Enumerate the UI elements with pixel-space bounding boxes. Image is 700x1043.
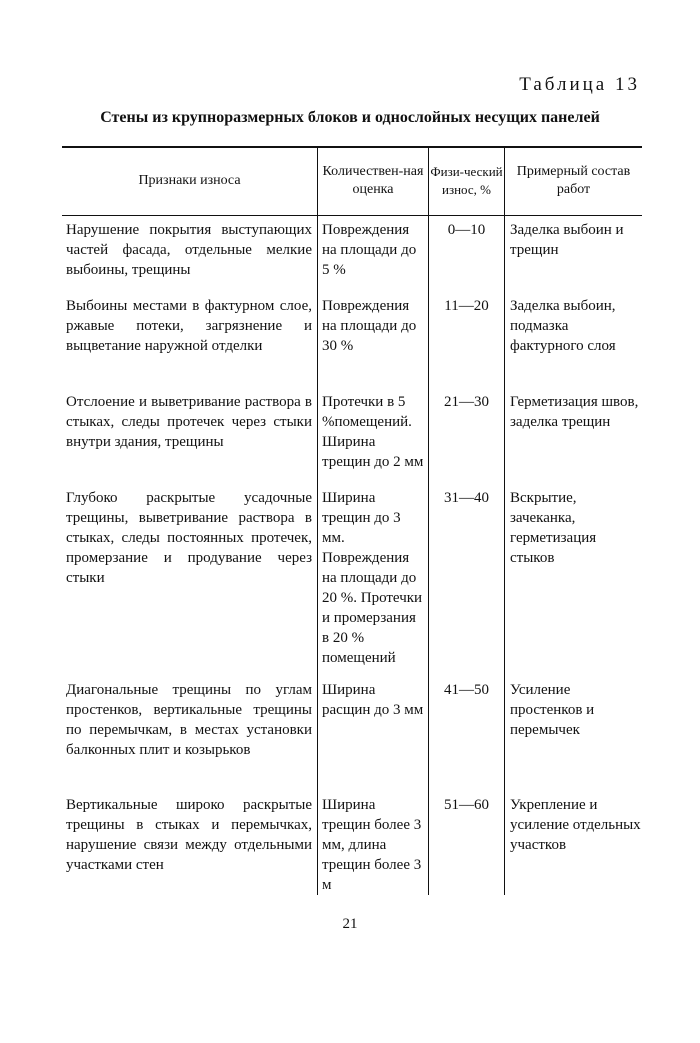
header-quantitative: Количествен-ная оценка: [322, 164, 424, 197]
table-number-label: Таблица 13: [519, 74, 640, 95]
table-row-2-quant: Повреждения на площади до 30 %: [322, 298, 417, 354]
column-divider: [428, 147, 429, 895]
header-signs: Признаки износа: [138, 173, 241, 188]
table-title: Стены из крупноразмерных блоков и однослойных несущих панелей: [100, 109, 600, 126]
table-row-1-quant: Повреждения на площади до 5 %: [322, 222, 417, 278]
page-number: 21: [342, 916, 358, 932]
table-row-6-works: Укрепление и усиление отдельных участков: [510, 797, 641, 853]
table-row-2-signs: Выбоины местами в фактурном слое, ржавые потеки, загрязнение и выцветание наружной отделки: [66, 298, 312, 354]
table-row-1-wear: 0—10: [447, 222, 486, 238]
table-header-rule: [62, 215, 642, 216]
table-row-6-wear: 51—60: [444, 797, 489, 813]
table-row-4-works: Вскрытие, зачеканка, герметизация стыков: [510, 490, 597, 566]
table-row-3-signs: Отслоение и выветривание раствора в стыках, следы протечек через стыки внутри здания, трещины: [66, 394, 312, 450]
table-row-3-quant: Протечки в 5 %помещений. Ширина трещин до 2 мм: [322, 394, 424, 470]
table-row-6-signs: Вертикальные широко раскрытые трещины в стыках и перемычках, нарушение связи между отдельными участками стен: [66, 797, 312, 873]
table-row-2-wear: 11—20: [444, 298, 489, 314]
table-row-5-wear: 41—50: [444, 682, 489, 698]
table-row-5-works: Усиление простенков и перемычек: [510, 682, 595, 738]
table-row-3-wear: 21—30: [444, 394, 489, 410]
column-divider: [504, 147, 505, 895]
table-row-3-works: Герметизация швов, заделка трещин: [510, 394, 639, 430]
table-row-5-quant: Ширина расщин до 3 мм: [322, 682, 424, 718]
table-row-4-quant: Ширина трещин до 3 мм. Повреждения на площади до 20 %. Протечки и промерзания в 20 % помещений: [322, 490, 423, 666]
table-row-6-quant: Ширина трещин более 3 мм, длина трещин более 3 м: [322, 797, 422, 893]
table-row-1-works: Заделка выбоин и трещин: [510, 222, 624, 258]
table-row-1-signs: Нарушение покрытия выступающих частей фасада, отдельные мелкие выбоины, трещины: [66, 222, 312, 278]
table-row-5-signs: Диагональные трещины по углам простенков, вертикальные трещины по перемычкам, в местах установки балконных плит и козырьков: [66, 682, 312, 758]
column-divider: [317, 147, 318, 895]
header-physical-wear: Физи-ческий износ, %: [430, 164, 503, 197]
table-row-4-wear: 31—40: [444, 490, 489, 506]
table-row-4-signs: Глубоко раскрытые усадочные трещины, выветривание раствора в стыках, следы постоянных протечек, промерзание и продувание через стыки: [66, 490, 312, 586]
header-works: Примерный состав работ: [516, 164, 631, 197]
table-row-2-works: Заделка выбоин, подмазка фактурного слоя: [510, 298, 616, 354]
